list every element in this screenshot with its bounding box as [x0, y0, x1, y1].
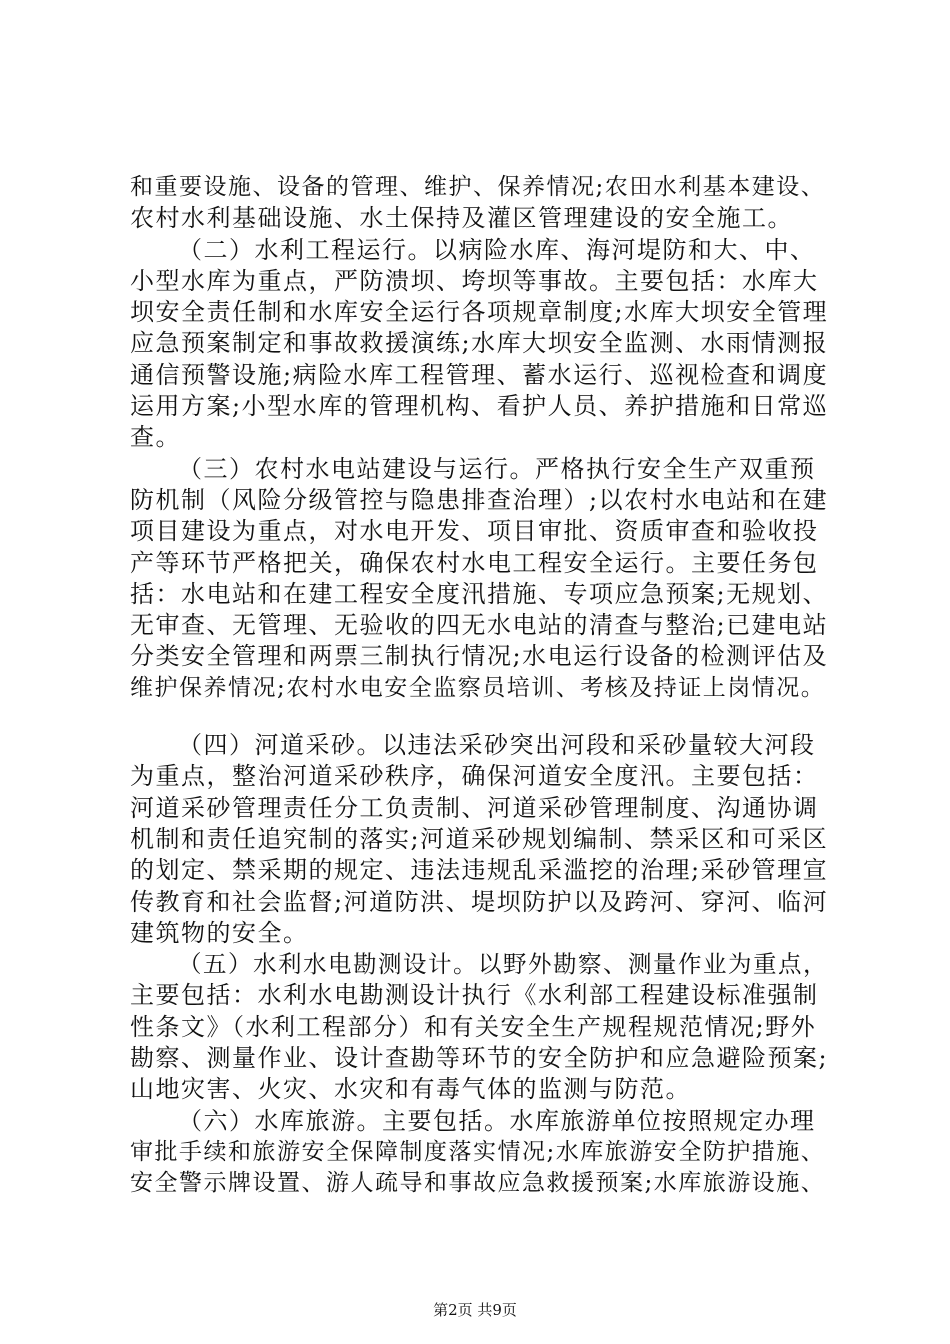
page-number-footer: 第2页 共9页 [433, 1301, 517, 1319]
text-line: 安全警示牌设置、游人疏导和事故应急救援预案;水库旅游设施、 [130, 1170, 826, 1197]
paragraph-heading-line: （二）水利工程运行。以病险水库、海河堤防和大、中、 [178, 235, 816, 264]
text-line: 查。 [130, 423, 181, 452]
text-line: 建筑物的安全。 [130, 918, 309, 947]
text-line: 主要包括：水利水电勘测设计执行《水利部工程建设标准强制 [130, 981, 819, 1010]
text-line: 维护保养情况;农村水电安全监察员培训、考核及持证上岗情况。 [130, 674, 826, 701]
text-line: 应急预案制定和事故救援演练;水库大坝安全监测、水雨情测报 [130, 329, 829, 358]
text-line: 通信预警设施;病险水库工程管理、蓄水运行、巡视检查和调度 [130, 360, 829, 389]
text-line: 河道采砂管理责任分工负责制、河道采砂管理制度、沟通协调 [130, 793, 819, 822]
text-line: 括：水电站和在建工程安全度汛措施、专项应急预案;无规划、 [130, 579, 829, 608]
text-line: 坝安全责任制和水库安全运行各项规章制度;水库大坝安全管理 [130, 298, 829, 327]
paragraph-heading-line: （六）水库旅游。主要包括。水库旅游单位按照规定办理 [178, 1106, 816, 1135]
paragraph-gap [130, 704, 830, 730]
text-line: 项目建设为重点，对水电开发、项目审批、资质审查和验收投 [130, 517, 819, 546]
paragraph-heading-line: （四）河道采砂。以违法采砂突出河段和采砂量较大河段 [178, 731, 816, 760]
text-line: 运用方案;小型水库的管理机构、看护人员、养护措施和日常巡 [130, 392, 829, 421]
text-line: 农村水利基础设施、水土保持及灌区管理建设的安全施工。 [130, 204, 793, 233]
paragraph-heading-line: （五）水利水电勘测设计。以野外勘察、测量作业为重点， [178, 950, 828, 979]
text-line: 小型水库为重点，严防溃坝、垮坝等事故。主要包括：水库大 [130, 266, 819, 295]
text-line: 产等环节严格把关，确保农村水电工程安全运行。主要任务包 [130, 548, 819, 577]
text-line: 山地灾害、火灾、水灾和有毒气体的监测与防范。 [130, 1075, 691, 1104]
text-line: 的划定、禁采期的规定、违法违规乱采滥挖的治理;采砂管理宣 [130, 856, 829, 885]
text-line: 勘察、测量作业、设计查勘等环节的安全防护和应急避险预案; [130, 1044, 829, 1073]
text-line: 传教育和社会监督;河道防洪、堤坝防护以及跨河、穿河、临河 [130, 887, 829, 916]
text-line: 性条文》（水利工程部分）和有关安全生产规程规范情况;野外 [130, 1012, 817, 1041]
text-line: 和重要设施、设备的管理、维护、保养情况;农田水利基本建设、 [130, 174, 826, 200]
text-line: 审批手续和旅游安全保障制度落实情况;水库旅游安全防护措施、 [130, 1138, 826, 1165]
text-line: 防机制（风险分级管控与隐患排查治理）;以农村水电站和在建 [130, 485, 829, 514]
text-line: 为重点，整治河道采砂秩序，确保河道安全度汛。主要包括： [130, 762, 819, 791]
document-body [130, 172, 830, 1200]
paragraph-heading-line: （三）农村水电站建设与运行。严格执行安全生产双重预 [178, 454, 816, 483]
text-line: 无审查、无管理、无验收的四无水电站的清查与整治;已建电站 [130, 611, 829, 640]
text-line: 机制和责任追究制的落实;河道采砂规划编制、禁采区和可采区 [130, 824, 829, 853]
text-line: 分类安全管理和两票三制执行情况;水电运行设备的检测评估及 [130, 642, 829, 671]
